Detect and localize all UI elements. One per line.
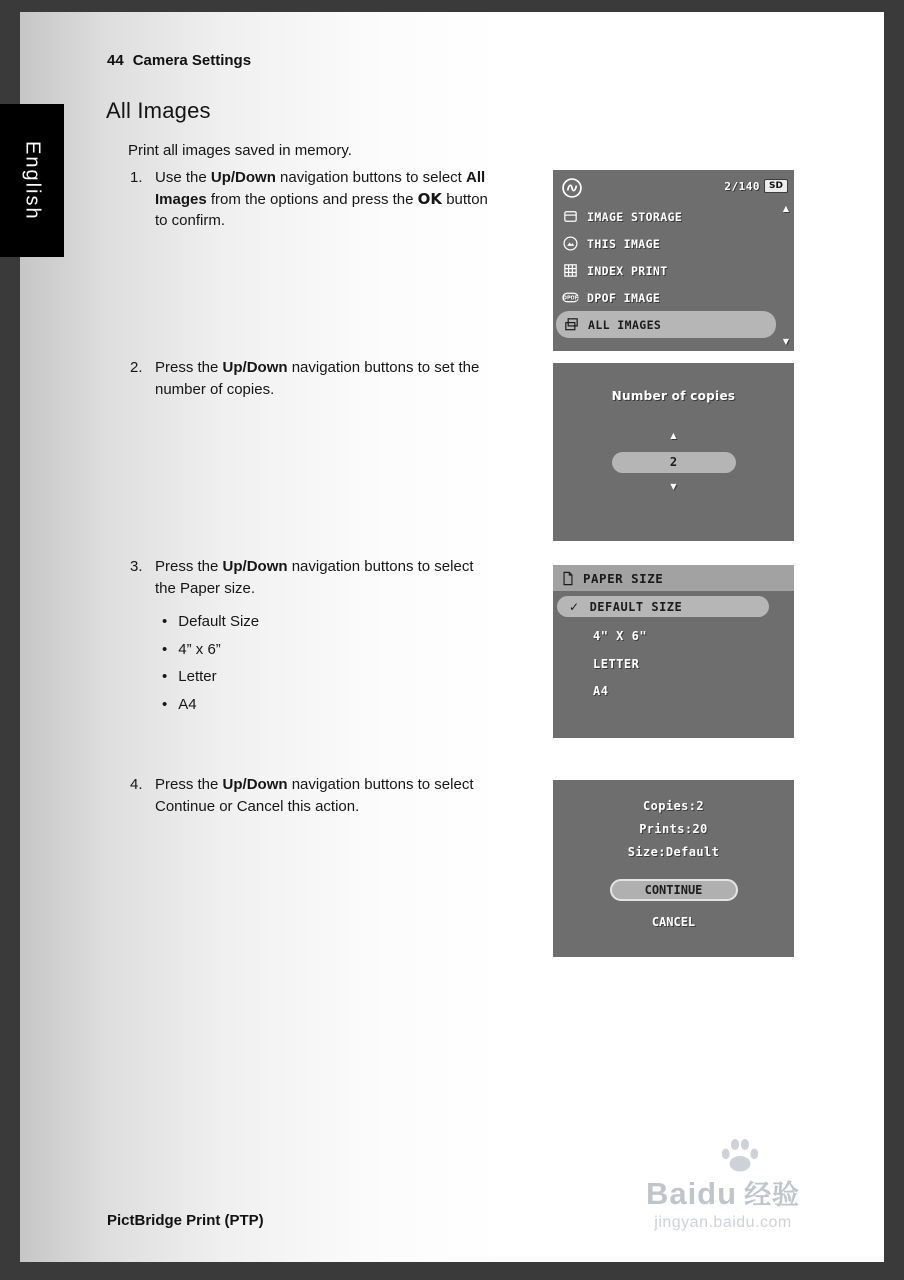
paper-options-list bbox=[593, 623, 647, 706]
image-storage-icon bbox=[562, 208, 579, 225]
text-bold: Up/Down bbox=[222, 558, 288, 575]
page-header bbox=[107, 52, 251, 69]
text-segment: Press the bbox=[155, 776, 223, 793]
text-segment: navigation buttons to select the Paper size. bbox=[155, 558, 474, 597]
section-name: Camera Settings bbox=[132, 52, 252, 69]
text-bold: Up/Down bbox=[210, 169, 276, 186]
step-3 bbox=[130, 556, 489, 718]
paper-option-4x6: 4" X 6" bbox=[593, 629, 648, 643]
all-images-icon bbox=[563, 316, 580, 333]
paper-sheet-icon bbox=[561, 570, 575, 587]
summary-copies: Copies:2 bbox=[643, 799, 704, 813]
bullet-icon: • bbox=[162, 695, 168, 713]
paper-size-header-label: PAPER SIZE bbox=[583, 570, 664, 586]
cancel-option: CANCEL bbox=[651, 915, 696, 929]
image-counter: 2/140 bbox=[724, 179, 761, 193]
increase-copies-icon: ▲ bbox=[670, 431, 677, 440]
manual-page bbox=[20, 12, 884, 1262]
menu-item-index-print bbox=[560, 257, 782, 284]
intro-text: Print all images saved in memory. bbox=[128, 142, 352, 159]
paper-size-header bbox=[553, 565, 794, 591]
text-segment: Press the bbox=[155, 558, 223, 575]
sd-card-badge: SD bbox=[764, 179, 788, 193]
paper-option-letter: LETTER bbox=[593, 656, 640, 671]
print-menu-list bbox=[560, 203, 782, 338]
check-icon: ✓ bbox=[569, 599, 580, 614]
bullet-text: A4 bbox=[178, 695, 197, 713]
menu-item-label: DPOF IMAGE bbox=[587, 290, 661, 305]
this-image-icon bbox=[562, 235, 579, 252]
list-item bbox=[155, 608, 489, 636]
text-segment: navigation buttons to select Continue or Cancel this action. bbox=[155, 776, 474, 815]
text-bold: All Images bbox=[155, 169, 486, 208]
paper-size-bullets bbox=[155, 608, 489, 718]
page-title: All Images bbox=[106, 98, 211, 123]
scroll-down-icon: ▼ bbox=[782, 337, 789, 346]
text-segment: Press the bbox=[155, 359, 223, 376]
ok-button-label: OK bbox=[417, 189, 443, 208]
text-segment: from the options and press the bbox=[206, 190, 418, 208]
baidu-paw-icon bbox=[718, 1134, 762, 1178]
text-segment: Use the bbox=[155, 169, 211, 186]
camera-screen-paper-size bbox=[553, 565, 794, 738]
summary-prints: Prints:20 bbox=[639, 822, 708, 836]
watermark-url: jingyan.baidu.com bbox=[654, 1214, 792, 1231]
watermark-brand-en: Baidu bbox=[645, 1176, 738, 1211]
camera-screen-number-of-copies bbox=[553, 363, 794, 541]
print-summary bbox=[553, 780, 794, 864]
bullet-icon: • bbox=[162, 640, 168, 658]
menu-item-label: THIS IMAGE bbox=[587, 236, 661, 251]
status-group bbox=[724, 179, 788, 193]
text-bold: Up/Down bbox=[222, 776, 288, 793]
text-segment: navigation buttons to set the number of copies. bbox=[155, 359, 480, 398]
step-4 bbox=[130, 774, 489, 817]
paper-option-a4: A4 bbox=[593, 684, 609, 698]
watermark-brand-cn: 经验 bbox=[744, 1180, 801, 1210]
continue-option-selected: CONTINUE bbox=[610, 879, 738, 901]
list-item bbox=[155, 636, 489, 664]
language-tab-label: English bbox=[21, 140, 44, 221]
step-2 bbox=[130, 357, 489, 400]
paper-option-default-selected bbox=[557, 596, 769, 617]
camera-screen-print-confirm bbox=[553, 780, 794, 957]
summary-size: Size:Default bbox=[627, 845, 720, 859]
index-print-icon bbox=[562, 262, 579, 279]
step-text bbox=[155, 357, 489, 400]
bullet-text: Default Size bbox=[178, 613, 260, 630]
watermark-brand bbox=[618, 1178, 828, 1211]
language-tab bbox=[0, 104, 64, 257]
text-segment: navigation buttons to select bbox=[275, 169, 466, 186]
text-bold: Up/Down bbox=[222, 359, 288, 376]
menu-item-image-storage bbox=[560, 203, 782, 230]
step-text bbox=[155, 774, 489, 817]
menu-item-label: INDEX PRINT bbox=[587, 263, 668, 278]
step-1 bbox=[130, 167, 489, 232]
menu-item-all-images-selected bbox=[556, 311, 776, 338]
baidu-watermark bbox=[618, 1134, 828, 1232]
paper-option-label: DEFAULT SIZE bbox=[589, 599, 683, 614]
list-item bbox=[155, 691, 489, 719]
pictbridge-logo-icon bbox=[561, 177, 583, 199]
bullet-text: 4” x 6” bbox=[178, 640, 221, 658]
menu-item-label: IMAGE STORAGE bbox=[587, 209, 683, 224]
menu-item-dpof-image bbox=[560, 284, 782, 311]
bullet-icon: • bbox=[162, 613, 168, 630]
screen-status-bar bbox=[553, 170, 794, 199]
decrease-copies-icon: ▼ bbox=[670, 482, 677, 491]
text-segment: button to confirm. bbox=[155, 190, 488, 229]
step-number: 2. bbox=[130, 359, 143, 376]
step-text bbox=[155, 556, 489, 718]
page-footer: PictBridge Print (PTP) bbox=[107, 1212, 264, 1229]
copies-title: Number of copies bbox=[611, 389, 736, 403]
bullet-text: Letter bbox=[178, 668, 217, 685]
page-number: 44 bbox=[107, 52, 124, 69]
menu-item-label: ALL IMAGES bbox=[588, 317, 662, 332]
copies-value-pill: 2 bbox=[612, 452, 736, 473]
camera-screen-print-menu bbox=[553, 170, 794, 351]
step-number: 3. bbox=[130, 558, 143, 575]
step-number: 1. bbox=[130, 169, 143, 186]
step-number: 4. bbox=[130, 776, 143, 793]
dpof-icon bbox=[562, 289, 579, 306]
bullet-icon: • bbox=[162, 668, 168, 685]
menu-item-this-image bbox=[560, 230, 782, 257]
scroll-up-icon: ▲ bbox=[782, 204, 789, 213]
list-item bbox=[155, 663, 489, 691]
dpof-icon-text: DPOF bbox=[562, 295, 579, 302]
step-text bbox=[155, 167, 489, 232]
